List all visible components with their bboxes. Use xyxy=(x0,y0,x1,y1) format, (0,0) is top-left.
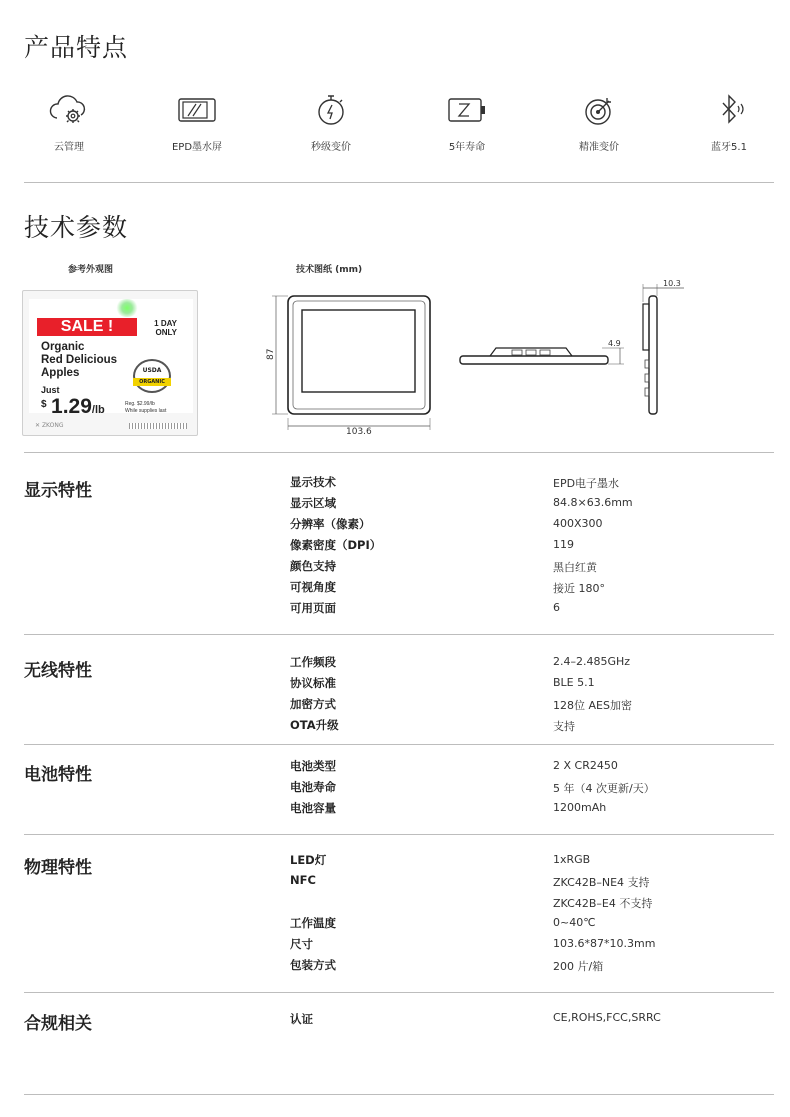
feature-label: 云管理 xyxy=(54,142,84,153)
spec-key: 电池容量 xyxy=(290,801,336,815)
divider xyxy=(24,182,774,183)
feature-label: 精准变价 xyxy=(579,142,619,153)
just-label: Just xyxy=(41,385,60,395)
spec-value: 黑白红黄 xyxy=(553,561,597,574)
feature-label: 秒级变价 xyxy=(311,142,351,153)
spec-value: ZKC42B–E4 不支持 xyxy=(553,897,653,910)
feature-label: EPD墨水屏 xyxy=(171,142,223,153)
one-day-label: 1 DAY ONLY xyxy=(154,319,177,337)
spec-key: 电池类型 xyxy=(290,759,336,773)
divider xyxy=(24,634,774,635)
product-name: Organic Red Delicious Apples xyxy=(41,341,118,379)
brand-logo: ✕ ZKONG xyxy=(35,422,64,429)
usda-organic-seal: USDA ORGANIC xyxy=(133,359,171,393)
spec-value: BLE 5.1 xyxy=(553,676,595,689)
feature-epd xyxy=(152,92,242,153)
feature-bluetooth xyxy=(684,92,774,153)
spec-key: 加密方式 xyxy=(290,697,336,711)
epd-screen-icon xyxy=(175,92,219,128)
divider xyxy=(24,1094,774,1095)
feature-label: 蓝牙5.1 xyxy=(711,142,747,153)
spec-value: EPD电子墨水 xyxy=(553,477,620,490)
target-icon xyxy=(577,92,621,128)
section-title-display: 显示特性 xyxy=(24,481,92,501)
spec-value: 2.4–2.485GHz xyxy=(553,655,631,668)
width-dim: 103.6 xyxy=(346,427,372,437)
spec-key: 包装方式 xyxy=(290,958,336,972)
features-title: 产品特点 xyxy=(24,33,129,62)
drawing-label: 技术图纸 (mm) xyxy=(296,265,363,275)
divider xyxy=(24,992,774,993)
spec-key: 像素密度（DPI） xyxy=(290,538,382,552)
feature-cloud xyxy=(24,92,114,153)
spec-value: 200 片/箱 xyxy=(553,960,604,973)
ref-label: 参考外观图 xyxy=(68,265,114,275)
spec-key: 显示技术 xyxy=(290,475,336,489)
spec-value: 1200mAh xyxy=(553,801,607,814)
spec-value: ZKC42B–NE4 支持 xyxy=(553,876,650,889)
feature-seconds xyxy=(286,92,376,153)
spec-value: 84.8×63.6mm xyxy=(553,496,633,509)
regular-price: Reg. $2.99/lb While supplies last xyxy=(125,401,167,414)
sale-banner: SALE ! xyxy=(37,318,137,336)
spec-key: 可用页面 xyxy=(290,601,336,615)
spec-key: NFC xyxy=(290,873,316,887)
spec-key: OTA升级 xyxy=(290,718,339,732)
spec-key: LED灯 xyxy=(290,853,327,867)
feature-list xyxy=(24,92,774,162)
stopwatch-icon xyxy=(309,92,353,128)
spec-key: 认证 xyxy=(290,1012,313,1026)
spec-value: 接近 180° xyxy=(553,582,605,595)
spec-key: 协议标准 xyxy=(290,676,336,690)
spec-value: 119 xyxy=(553,538,574,551)
battery-icon xyxy=(445,92,489,128)
height-dim: 87 xyxy=(266,348,276,360)
spec-value: 0~40℃ xyxy=(553,916,596,929)
cloud-gear-icon xyxy=(47,92,91,128)
spec-value: 2 X CR2450 xyxy=(553,759,618,772)
spec-key: 工作频段 xyxy=(290,655,336,669)
technical-drawing xyxy=(262,278,692,438)
divider xyxy=(24,834,774,835)
spec-key: 可视角度 xyxy=(290,580,336,594)
section-title-physical: 物理特性 xyxy=(24,858,92,878)
tag-screen xyxy=(29,299,193,418)
spec-key: 分辨率（像素） xyxy=(290,517,371,531)
led-glow xyxy=(115,299,139,317)
spec-key: 电池寿命 xyxy=(290,780,336,794)
spec-value: 128位 AES加密 xyxy=(553,699,632,712)
side-dim: 4.9 xyxy=(608,339,621,348)
feature-label: 5年寿命 xyxy=(448,142,486,153)
spec-value: 400X300 xyxy=(553,517,603,530)
section-title-wireless: 无线特性 xyxy=(24,661,92,681)
reference-tag-image xyxy=(22,290,198,436)
barcode xyxy=(129,423,187,429)
spec-value: 6 xyxy=(553,601,560,614)
spec-value: 103.6*87*10.3mm xyxy=(553,937,656,950)
depth-dim: 10.3 xyxy=(663,279,681,288)
spec-value: 支持 xyxy=(553,720,575,733)
spec-key: 尺寸 xyxy=(290,937,313,951)
tech-title: 技术参数 xyxy=(24,213,129,242)
section-title-compliance: 合规相关 xyxy=(24,1014,92,1034)
spec-value: 1xRGB xyxy=(553,853,591,866)
divider xyxy=(24,452,774,453)
feature-lifetime xyxy=(422,92,512,153)
bluetooth-icon xyxy=(707,92,751,128)
spec-value: 5 年（4 次更新/天） xyxy=(553,782,655,795)
divider xyxy=(24,744,774,745)
section-title-battery: 电池特性 xyxy=(24,765,92,785)
spec-key: 颜色支持 xyxy=(290,559,336,573)
price: $ 1.29/lb xyxy=(41,395,105,418)
spec-key: 工作温度 xyxy=(290,916,336,930)
spec-key: 显示区域 xyxy=(290,496,336,510)
spec-value: CE,ROHS,FCC,SRRC xyxy=(553,1011,661,1024)
feature-precise xyxy=(554,92,644,153)
